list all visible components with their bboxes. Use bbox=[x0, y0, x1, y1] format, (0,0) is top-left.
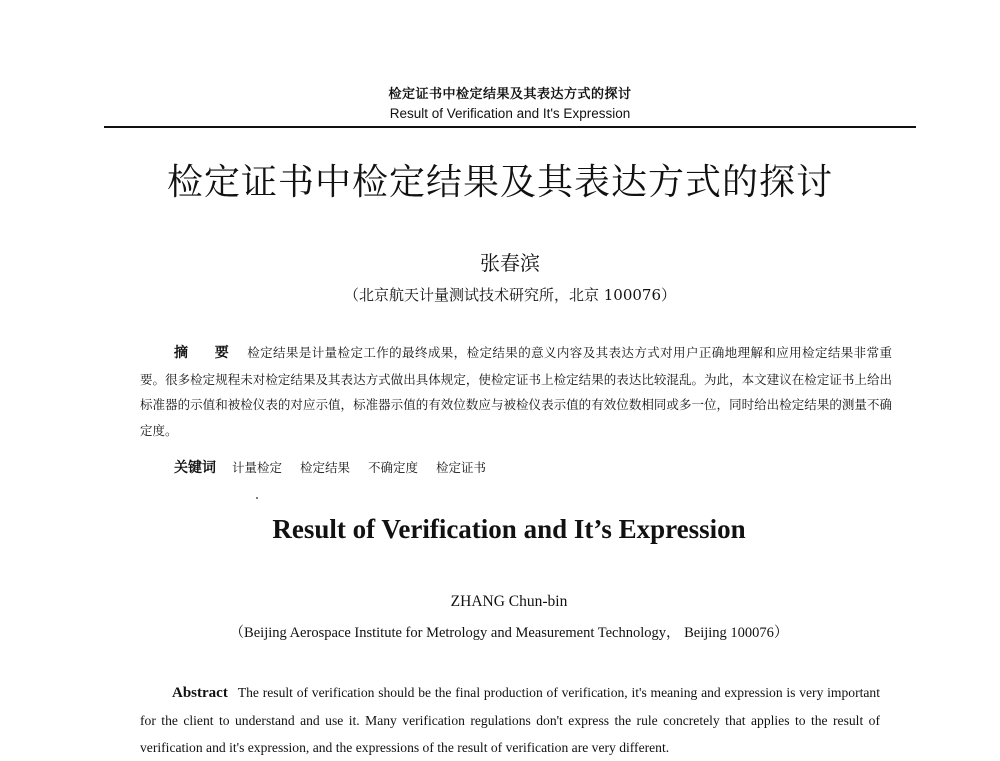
author-cn: 张春滨 bbox=[480, 251, 540, 275]
running-header-title-en: Result of Verification and It's Expression bbox=[389, 106, 631, 121]
scan-speck bbox=[256, 497, 258, 499]
abstract-cn-label: 摘 要 bbox=[174, 345, 236, 361]
abstract-en-label: Abstract bbox=[172, 685, 228, 701]
keyword-item: 不确定度 bbox=[367, 460, 418, 475]
affiliation-en: （Beijing Aerospace Institute for Metrology and Measurement Technology， Beijing 100076） bbox=[229, 625, 789, 641]
running-header-title-cn: 检定证书中检定结果及其表达方式的探讨 bbox=[388, 87, 632, 102]
abstract-en bbox=[140, 679, 880, 761]
paper-title-en: Result of Verification and It’s Expression bbox=[272, 514, 746, 544]
keywords-cn bbox=[174, 458, 894, 478]
abstract-cn bbox=[140, 340, 892, 443]
keyword-item: 检定结果 bbox=[299, 460, 350, 475]
running-header bbox=[0, 86, 1000, 123]
abstract-en-text: The result of verification should be the final production of verification, it's meaning and expression is very important for the client to understand and use it. Many verification regulations don't express the rule concretely that applies to the result of verification and it's expression, and the expressions of the result of verification are very different. bbox=[140, 685, 880, 755]
paper-title-cn: 检定证书中检定结果及其表达方式的探讨 bbox=[166, 162, 833, 203]
author-en: ZHANG Chun-bin bbox=[450, 593, 568, 610]
header-rule bbox=[104, 126, 916, 128]
keyword-item: 计量检定 bbox=[231, 460, 282, 475]
keywords-cn-label: 关键词 bbox=[174, 460, 216, 476]
keyword-item: 检定证书 bbox=[435, 460, 486, 475]
affiliation-cn: （北京航天计量测试技术研究所，北京 100076） bbox=[343, 286, 677, 304]
abstract-cn-text: 检定结果是计量检定工作的最终成果，检定结果的意义内容及其表达方式对用户正确地理解和应用检定结果非常重要。很多检定规程未对检定结果及其表达方式做出具体规定，使检定证书上检定结果的表达比较混乱。为此，本文建议在检定证书上给出标准器的示值和被检仪表的对应示值，标准器示值的有效位数应与被检仪表示值的有效位数相同或多一位，同时给出检定结果的测量不确定度。 bbox=[140, 345, 892, 438]
